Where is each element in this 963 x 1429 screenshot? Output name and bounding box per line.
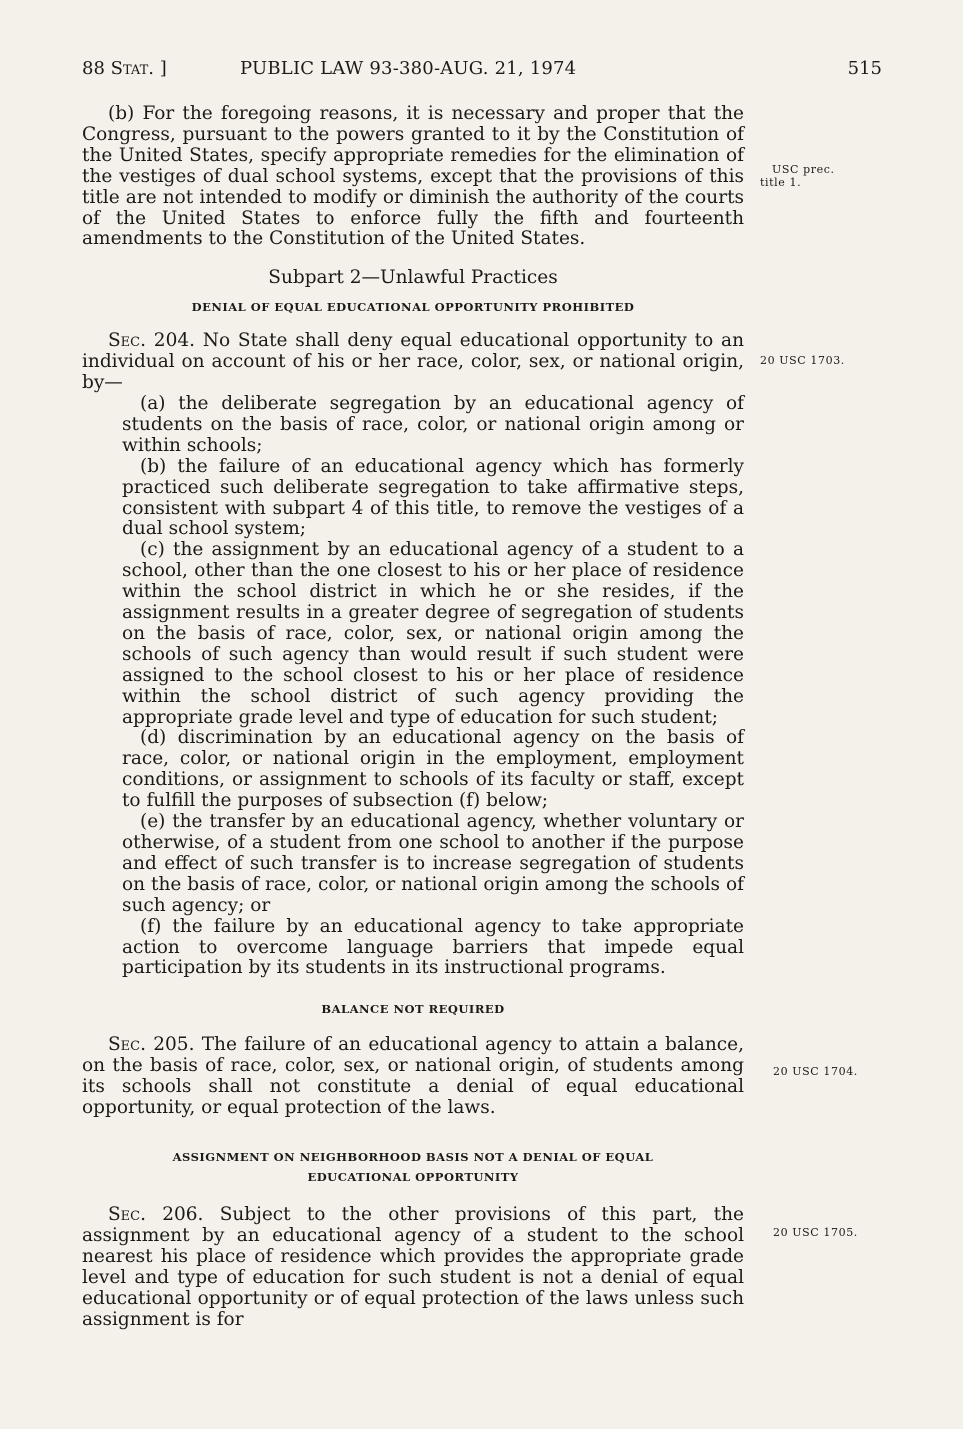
section-204-text: No State shall deny equal educational opportunity to an individual on account of his or her race, color, sex, or national origin, by— [82,330,744,394]
margin-note-20-usc-1705: 20 USC 1705. [773,1226,858,1239]
section-206-caption-line1: ASSIGNMENT ON NEIGHBORHOOD BASIS NOT A DENIAL OF EQUAL [172,1149,654,1164]
page-header [82,58,882,88]
margin-note-usc-prec [760,163,835,189]
margin-note-20-usc-1704: 20 USC 1704. [773,1065,858,1078]
main-text [82,104,744,1330]
section-204-caption: DENIAL OF EQUAL EDUCATIONAL OPPORTUNITY PROHIBITED [191,300,635,315]
section-205-label: Sec. 205. [108,1034,195,1056]
section-205-text-block [82,1035,744,1119]
section-204-item-d: (d) discrimination by an educational agency on the basis of race, color, or national origin in the employment, employment conditions, or assignment to schools of its faculty or staff, except to fulfill the purposes of subsection (f) below; [122,727,744,812]
statute-reference: 88 Stat. ] [82,58,167,79]
section-205-text: The failure of an educational agency to attain a balance, on the basis of race, color, sex, or national origin, of students among its schools shall not constitute a denial of equal educational opportunity, or equal protection of the laws. [82,1034,744,1119]
section-204-item-c: (c) the assignment by an educational agency of a student to a school, other than the one closest to his or her place of residence within the school district in which he or she resides, if the assignment results in a greater degree of segregation of students on the basis of race, color, sex, or national origin among the schools of such agency than would result if such student were assigned to the school closest to his or her place of residence within the school district of such agency providing the appropriate grade level and type of education for such student; [122,539,744,728]
section-205-caption: BALANCE NOT REQUIRED [321,1002,505,1017]
section-204-item-a: (a) the deliberate segregation by an educational agency of students on the basis of race, color, or national origin among or within schools; [122,392,744,456]
section-206-text: Subject to the other provisions of this part, the assignment by an educational agency of a student to the school nearest his place of residence which provides the appropriate grade level and type of education for such student is not a denial of equal educational opportunity or of equal protection of the laws unless such assignment is for [82,1203,744,1330]
section-204-item-f: (f) the failure by an educational agency to take appropriate action to overcome language barriers that impede equal participation by its students in its instructional programs. [122,915,744,979]
section-204-item-b: (b) the failure of an educational agency which has formerly practiced such deliberate segregation to take affirmative steps, consistent with subpart 4 of this title, to remove the vestiges of a dual school system; [122,455,744,540]
section-206-label: Sec. 206. [108,1203,204,1225]
margin-note-usc-prec-line1: USC prec. [772,163,835,176]
paragraph-b: (b) For the foregoing reasons, it is necessary and proper that the Congress, pursuant to the powers granted to it by the Constitution of the United States, specify appropriate remedies for the elimination of the vestiges of dual school systems, except that the provisions of this title are not intended to modify or diminish the authority of the courts of the United States to enforce fully the fifth and fourteenth amendments to the Constitution of the United States. [82,103,744,250]
section-206-caption [82,1147,744,1187]
margin-note-20-usc-1703: 20 USC 1703. [760,354,845,367]
section-204-item-e: (e) the transfer by an educational agency, whether voluntary or otherwise, of a student from one school to another if the purpose and effect of such transfer is to increase segregation of students on the basis of race, color, or national origin among the schools of such agency; or [122,811,744,916]
section-204-label: Sec. 204. [108,330,195,352]
subpart-title: Subpart 2—Unlawful Practices [268,267,558,289]
law-title: PUBLIC LAW 93-380-AUG. 21, 1974 [240,58,577,79]
section-204-intro [82,331,744,394]
margin-note-usc-prec-line2: title 1. [760,176,802,189]
section-206-caption-line2: EDUCATIONAL OPPORTUNITY [307,1169,519,1184]
page-number: 515 [847,58,882,79]
section-206-text-block [82,1205,744,1330]
